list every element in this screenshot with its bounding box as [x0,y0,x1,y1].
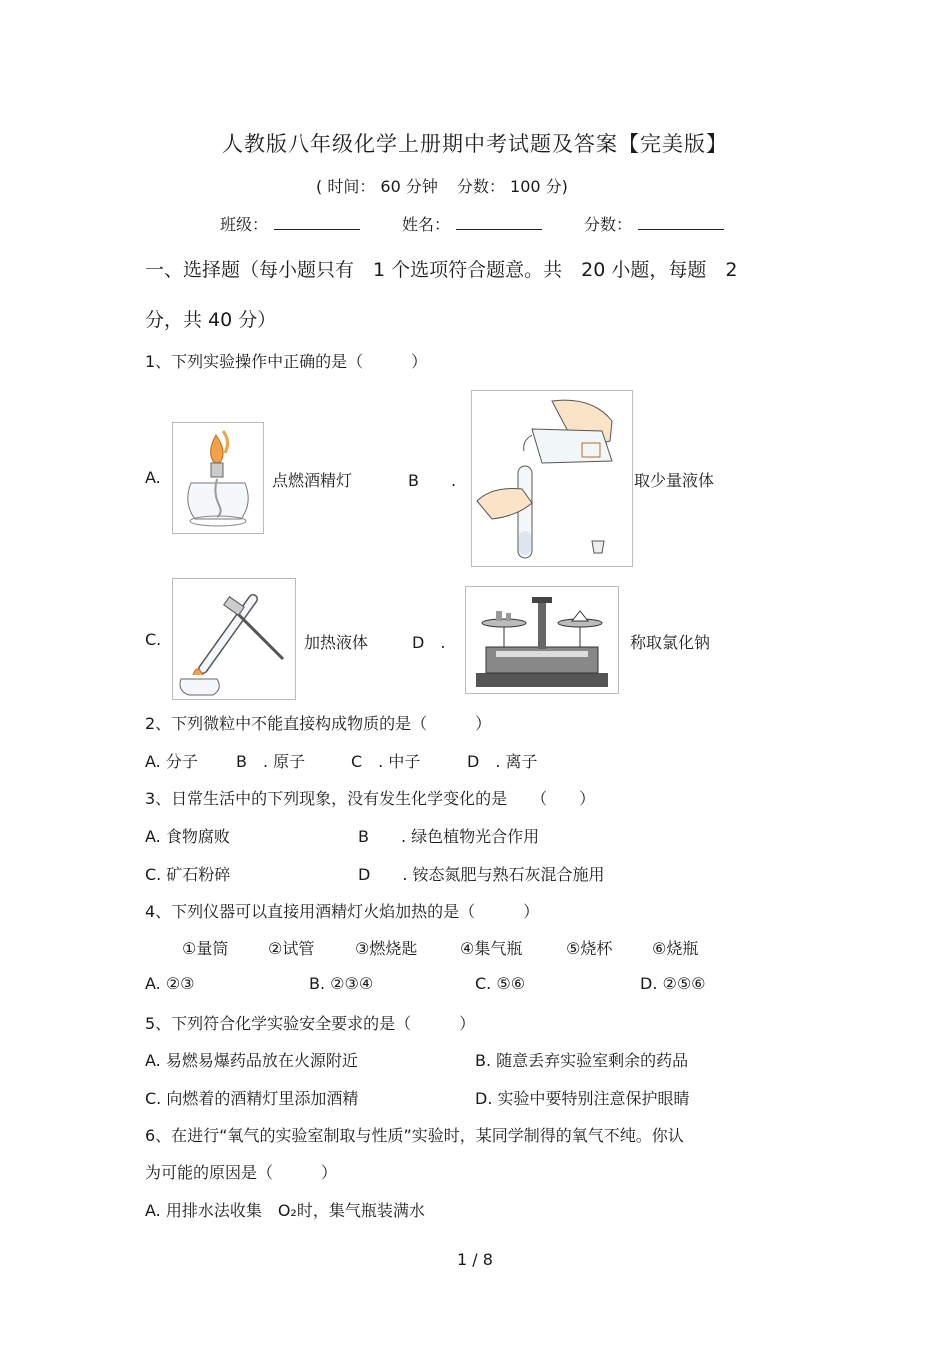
q4-item-1: ①量筒 [182,939,229,958]
q3-stem: 3、日常生活中的下列现象，没有发生化学变化的是 （ ） [145,789,596,808]
page-number: 1 / 8 [457,1250,493,1269]
class-label: 班级： [220,215,269,234]
q3-option-c: C. 矿石粉碎 [145,865,231,884]
alcohol-lamp-icon [173,423,263,533]
q2-option-d: D . 离子 [467,752,538,771]
q2-option-a: A. 分子 [145,752,198,771]
q4-item-5: ⑤烧杯 [566,939,613,958]
heating-liquid-image [172,578,296,700]
q5-option-b: B. 随意丢弃实验室剩余的药品 [475,1051,689,1070]
score-blank[interactable] [638,213,724,230]
class-blank[interactable] [274,213,360,230]
section-heading-line1: 一、选择题（每小题只有 1 个选项符合题意。共 20 小题，每题 2 [145,259,738,281]
q4-stem: 4、下列仪器可以直接用酒精灯火焰加热的是（ ） [145,902,540,921]
alcohol-lamp-image [172,422,264,534]
q2-option-c: C . 中子 [351,752,421,771]
q4-item-6: ⑥烧瓶 [652,939,699,958]
pour-liquid-image [471,390,633,567]
q4-option-c: C. ⑤⑥ [475,974,526,993]
q4-option-d: D. ②⑤⑥ [640,974,706,993]
name-blank[interactable] [456,213,542,230]
q4-item-3: ③燃烧匙 [355,939,418,958]
q5-option-c: C. 向燃着的酒精灯里添加酒精 [145,1089,359,1108]
q4-item-4: ④集气瓶 [460,939,523,958]
q1-option-c-letter: C. [145,630,162,649]
exam-total-score: 分数： 100 分) [456,177,568,196]
q1-option-a-letter: A. [145,468,161,487]
q4-option-a: A. ②③ [145,974,195,993]
score-field [584,212,724,235]
q6-stem-line2: 为可能的原因是（ ） [145,1163,338,1182]
q1-option-d-letter: D . [412,633,446,652]
q1-option-b-text: 取少量液体 [634,471,715,490]
q5-option-a: A. 易燃易爆药品放在火源附近 [145,1051,358,1070]
section-heading-line2: 分，共 40 分） [145,309,277,331]
q6-option-a: A. 用排水法收集 O₂时，集气瓶装满水 [145,1201,425,1220]
q1-option-d-text: 称取氯化钠 [630,633,711,652]
name-field [402,212,542,235]
name-label: 姓名： [402,215,451,234]
exam-time: ( 时间： 60 分钟 [316,177,438,196]
q1-option-b-letter: B . [408,471,457,490]
q3-option-a: A. 食物腐败 [145,827,230,846]
q1-stem: 1、下列实验操作中正确的是（ ） [145,352,428,371]
q6-stem-line1: 6、在进行“氧气的实验室制取与性质”实验时，某同学制得的氧气不纯。你认 [145,1126,684,1145]
balance-image [465,586,619,694]
class-field [220,212,360,235]
score-label: 分数： [584,215,633,234]
q3-option-b: B . 绿色植物光合作用 [358,827,540,846]
test-tube-pouring-icon [472,391,632,566]
q4-option-b: B. ②③④ [309,974,374,993]
q5-option-d: D. 实验中要特别注意保护眼睛 [475,1089,690,1108]
exam-meta [316,174,582,197]
balance-scale-icon [466,587,618,693]
page-title: 人教版八年级化学上册期中考试题及答案【完美版】 [222,132,728,156]
heating-test-tube-icon [173,579,295,699]
q3-option-d: D . 铵态氮肥与熟石灰混合施用 [358,865,605,884]
q2-option-b: B . 原子 [236,752,306,771]
q5-stem: 5、下列符合化学实验安全要求的是（ ） [145,1014,476,1033]
q1-option-c-text: 加热液体 [304,633,369,652]
q1-option-a-text: 点燃酒精灯 [272,471,353,490]
q2-stem: 2、下列微粒中不能直接构成物质的是（ ） [145,714,492,733]
q4-item-2: ②试管 [268,939,315,958]
